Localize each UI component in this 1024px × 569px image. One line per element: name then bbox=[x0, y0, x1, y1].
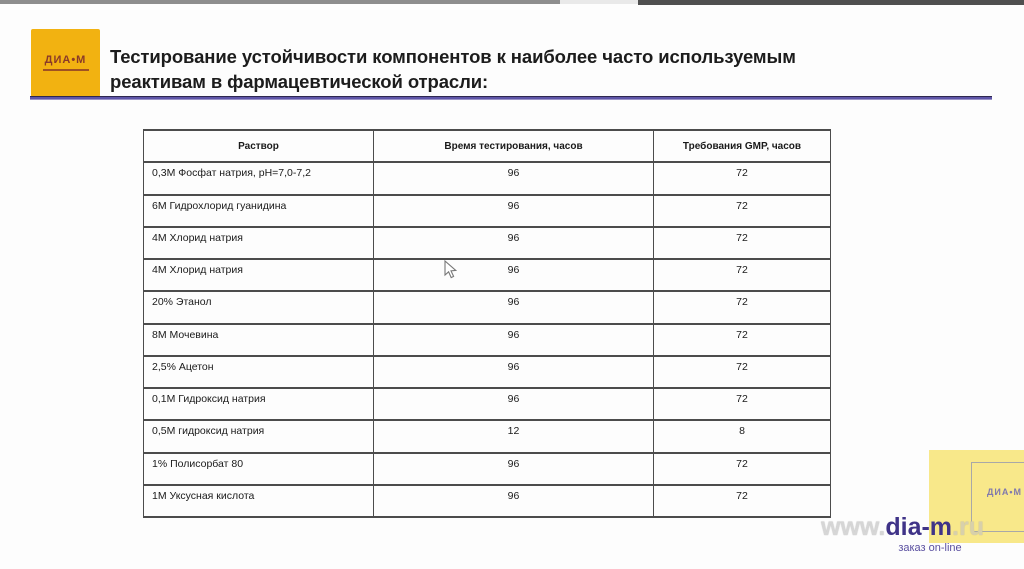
window-edge-bar-right bbox=[638, 0, 1024, 5]
cell-gmp-hours: 8 bbox=[654, 420, 831, 452]
cell-solution: 8М Мочевина bbox=[144, 324, 374, 356]
table-header-row bbox=[144, 130, 831, 162]
cell-gmp-hours: 72 bbox=[654, 388, 831, 420]
cell-gmp-hours: 72 bbox=[654, 356, 831, 388]
table-row bbox=[144, 485, 831, 517]
site-url-domain: dia-m bbox=[885, 513, 953, 541]
cell-solution: 0,3М Фосфат натрия, рН=7,0-7,2 bbox=[144, 162, 374, 194]
stability-table bbox=[143, 129, 831, 518]
table-row bbox=[144, 227, 831, 259]
table-row bbox=[144, 259, 831, 291]
cell-gmp-hours: 72 bbox=[654, 195, 831, 227]
table-row bbox=[144, 162, 831, 194]
cell-test-hours: 96 bbox=[374, 324, 654, 356]
cell-solution: 0,1М Гидроксид натрия bbox=[144, 388, 374, 420]
order-online-label: заказ on-line bbox=[898, 542, 962, 554]
table-row bbox=[144, 324, 831, 356]
table-row bbox=[144, 356, 831, 388]
column-header-solution: Раствор bbox=[144, 130, 374, 162]
title-underline bbox=[30, 96, 992, 100]
diam-logo-text: ДИА•М bbox=[44, 54, 87, 66]
cell-test-hours: 96 bbox=[374, 162, 654, 194]
cell-solution: 4М Хлорид натрия bbox=[144, 259, 374, 291]
diam-watermark-logo-text: ДИА•М bbox=[987, 487, 1023, 497]
cell-solution: 20% Этанол bbox=[144, 291, 374, 323]
cell-solution: 4М Хлорид натрия bbox=[144, 227, 374, 259]
cell-solution: 6М Гидрохлорид гуанидина bbox=[144, 195, 374, 227]
slide-title-line2: реактивам в фармацевтической отрасли: bbox=[110, 71, 489, 92]
mouse-cursor-icon bbox=[444, 260, 457, 279]
cell-test-hours: 96 bbox=[374, 227, 654, 259]
column-header-gmp: Требования GMP, часов bbox=[654, 130, 831, 162]
table-row bbox=[144, 420, 831, 452]
window-edge-bar-middle bbox=[560, 0, 638, 4]
cell-test-hours: 96 bbox=[374, 259, 654, 291]
cell-test-hours: 96 bbox=[374, 485, 654, 517]
cell-gmp-hours: 72 bbox=[654, 291, 831, 323]
cell-gmp-hours: 72 bbox=[654, 259, 831, 291]
cell-test-hours: 96 bbox=[374, 195, 654, 227]
cell-gmp-hours: 72 bbox=[654, 453, 831, 485]
cell-solution: 1% Полисорбат 80 bbox=[144, 453, 374, 485]
cell-test-hours: 96 bbox=[374, 388, 654, 420]
table-row bbox=[144, 195, 831, 227]
column-header-test-time: Время тестирования, часов bbox=[374, 130, 654, 162]
cell-solution: 0,5М гидроксид натрия bbox=[144, 420, 374, 452]
cell-solution: 1М Уксусная кислота bbox=[144, 485, 374, 517]
site-url-watermark bbox=[821, 515, 984, 540]
site-url-tld: .ru bbox=[952, 513, 984, 541]
site-url-www: www. bbox=[821, 513, 886, 541]
cell-gmp-hours: 72 bbox=[654, 324, 831, 356]
slide-title bbox=[110, 44, 1010, 94]
cell-test-hours: 96 bbox=[374, 453, 654, 485]
slide-title-line1: Тестирование устойчивости компонентов к наиболее часто используемым bbox=[110, 46, 796, 67]
diam-logo bbox=[31, 29, 100, 97]
table-row bbox=[144, 388, 831, 420]
table-row bbox=[144, 453, 831, 485]
cell-test-hours: 96 bbox=[374, 291, 654, 323]
window-edge-bar-left bbox=[0, 0, 560, 4]
diam-logo-tagline-rule bbox=[43, 69, 89, 71]
cell-test-hours: 96 bbox=[374, 356, 654, 388]
cell-test-hours: 12 bbox=[374, 420, 654, 452]
cell-solution: 2,5% Ацетон bbox=[144, 356, 374, 388]
cell-gmp-hours: 72 bbox=[654, 485, 831, 517]
cell-gmp-hours: 72 bbox=[654, 162, 831, 194]
table-row bbox=[144, 291, 831, 323]
cell-gmp-hours: 72 bbox=[654, 227, 831, 259]
